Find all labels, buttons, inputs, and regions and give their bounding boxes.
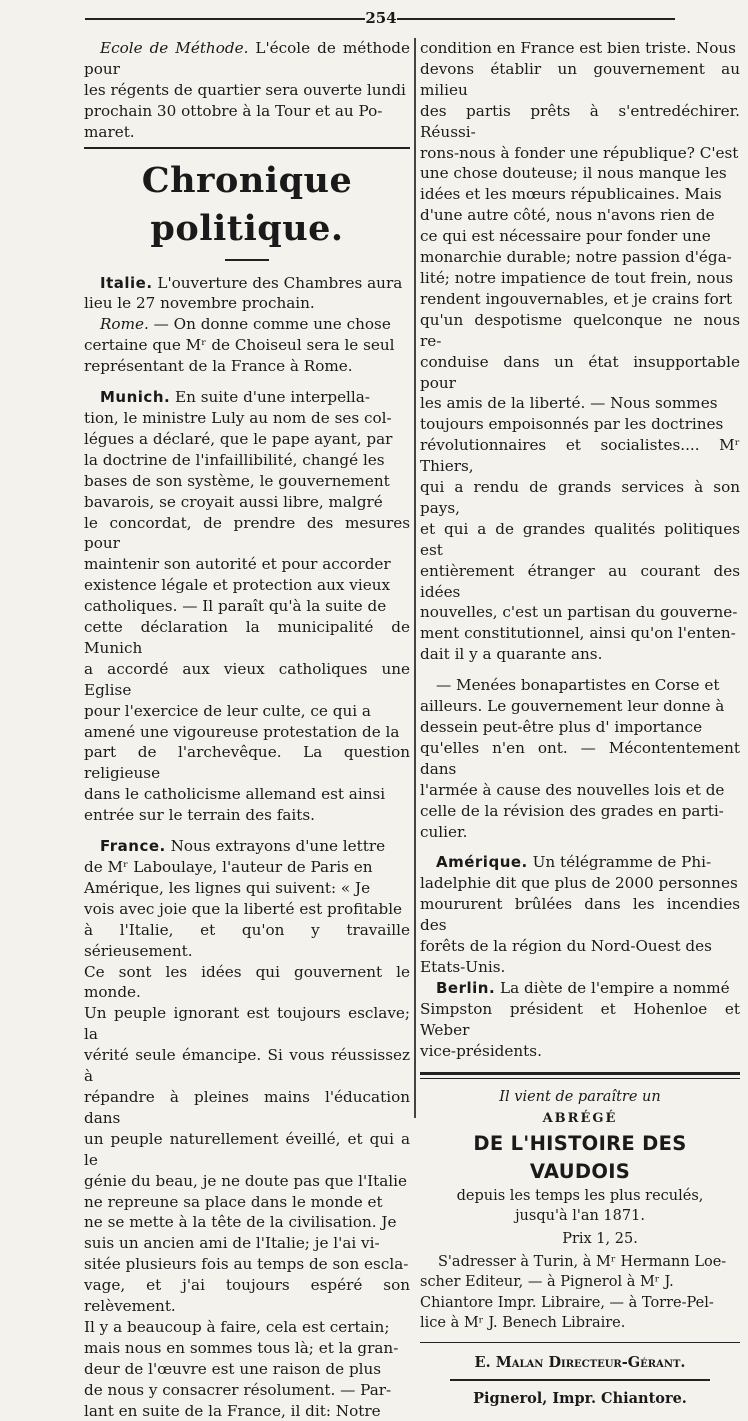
ecole-paragraph — [84, 38, 410, 80]
right-column — [420, 38, 740, 1411]
italie-heading: Italie. — [100, 273, 153, 292]
text-line: légues a déclaré, que le pape ayant, par — [84, 429, 393, 448]
text-line: ne repreune sa place dans le monde et — [84, 1192, 383, 1211]
ad-rule — [420, 1072, 740, 1079]
text-line: un peuple naturellement éveillé, et qui a le — [84, 1129, 410, 1169]
france-paragraph — [84, 857, 410, 1421]
berlin-line — [420, 978, 740, 999]
text-line: génie du beau, je ne doute pas que l'Italie — [84, 1171, 407, 1190]
left-column — [84, 38, 410, 1421]
text-line: suis un ancien ami de l'Italie; je l'ai vi- — [84, 1234, 380, 1253]
text-line: ne se mette à la tête de la civilisation. Je — [84, 1213, 397, 1232]
text-line: L'ouverture des Chambres aura — [157, 273, 403, 292]
text-line: qui a rendu de grands services à son pays, — [420, 478, 740, 517]
text-line: ailleurs. Le gouvernement leur donne à — [420, 697, 725, 716]
text-line: catholiques. — Il paraît qu'à la suite de — [84, 597, 387, 616]
text-line: amené une vigoureuse protestation de la — [84, 722, 400, 741]
text-line: vage, et j'ai toujours espéré son relèvement. — [84, 1276, 410, 1316]
column-divider — [414, 38, 416, 1118]
page-number: 254 — [365, 9, 397, 27]
rome-heading: Rome. — [100, 315, 149, 334]
amerique-paragraph — [420, 873, 740, 978]
text-line: La diète de l'empire a nommé — [500, 978, 730, 997]
text-line: nouvelles, c'est un partisan du gouverne- — [420, 603, 738, 622]
text-line: représentant de la France à Rome. — [84, 357, 353, 376]
text-line: culier. — [420, 822, 468, 841]
amerique-line — [420, 852, 740, 873]
text-line: idées et les mœurs républicaines. Mais — [420, 185, 722, 204]
text-line: des partis prêts à s'entredéchirer. Réussi- — [420, 101, 740, 141]
text-line: bases de son système, le gouvernement — [84, 471, 390, 490]
text-line: rons-nous à fonder une république? C'est — [420, 143, 739, 162]
text-line: bavarois, se croyait aussi libre, malgré — [84, 492, 383, 511]
ad-subtitle-year: jusqu'à l'an 1871. — [515, 1207, 645, 1224]
text-line: mais nous en sommes tous là; et la gran- — [84, 1338, 399, 1357]
text-line: — On donne comme une chose — [153, 315, 391, 334]
text-line: scher Editeur, — à Pignerol à Mʳ J. — [420, 1274, 674, 1290]
text-line: — Menées bonapartistes en Corse et — [436, 676, 720, 695]
text-line: Nous extrayons d'une lettre — [170, 837, 386, 856]
text-line: ladelphie dit que plus de 2000 personnes — [420, 874, 738, 893]
ad-abrege: ABRÉGÉ — [542, 1110, 618, 1126]
text-line: a accordé aux vieux catholiques une Eglise — [84, 659, 410, 699]
ad-book-title: DE L'HISTOIRE DES VAUDOIS — [473, 1131, 687, 1183]
text-line: dait il y a quarante ans. — [420, 645, 603, 664]
text-line: lité; notre impatience de tout frein, nous — [420, 268, 734, 287]
text-line: toujours empoisonnés par les doctrines — [420, 415, 724, 434]
ecole-heading: Ecole de Méthode. — [100, 39, 249, 57]
footer-rule — [420, 1342, 740, 1344]
text-line: à l'Italie, et qu'on y travaille sérieusement. — [84, 920, 410, 960]
text-line: d'une autre côté, nous n'avons rien de — [420, 206, 715, 225]
ad-intro: Il vient de paraître un — [499, 1088, 661, 1105]
text-line: dans le catholicisme allemand est ainsi — [84, 785, 386, 804]
text-line: ce qui est nécessaire pour fonder une — [420, 227, 711, 246]
text-line: forêts de la région du Nord-Ouest des — [420, 937, 712, 956]
text-line: Un télégramme de Phi- — [532, 853, 712, 872]
munich-paragraph — [84, 408, 410, 826]
section-rule — [84, 147, 410, 149]
book-advertisement — [420, 1087, 740, 1226]
text-line: pour l'exercice de leur culte, ce qui a — [84, 701, 371, 720]
text-line: rendent ingouvernables, et je crains fort — [420, 289, 733, 308]
text-line: lieu le 27 novembre prochain. — [84, 294, 315, 313]
text-line: vois avec joie que la liberté est profitable — [84, 899, 403, 918]
ecole-line: L'école de méthode pour — [84, 39, 410, 78]
ecole-line: les régents de quartier sera ouverte lundi — [84, 80, 406, 99]
rome-line — [84, 314, 410, 335]
text-line: de nous y consacrer résolument. — Par- — [84, 1380, 392, 1399]
berlin-paragraph — [420, 999, 740, 1062]
ad-price: Prix 1, 25. — [562, 1230, 638, 1247]
text-line: conduise dans un état insupportable pour — [420, 352, 740, 392]
text-line: moururent brûlées dans les incendies des — [420, 895, 740, 935]
text-line: Un peuple ignorant est toujours esclave; la — [84, 1004, 410, 1044]
text-line: certaine que Mʳ de Choiseul sera le seul — [84, 336, 395, 355]
text-line: cette déclaration la municipalité de Munich — [84, 618, 410, 657]
text-line: lant en suite de la France, il dit: Notre — [84, 1401, 381, 1420]
footer-director: E. Malan Directeur-Gérant. — [474, 1354, 686, 1371]
berlin-heading: Berlin. — [436, 978, 496, 997]
text-line: sitée plusieurs fois au temps de son escla- — [84, 1255, 409, 1274]
ad-subtitle: depuis les temps les plus reculés, — [456, 1187, 704, 1204]
bonapartistes-paragraph — [420, 675, 740, 842]
text-line: deur de l'œuvre est une raison de plus — [84, 1359, 382, 1378]
section-title: Chronique politique. — [141, 159, 353, 249]
text-line: Ce sont les idées qui gouvernent le monde. — [84, 962, 410, 1002]
text-line: entièrement étranger au courant des idées — [420, 561, 740, 601]
title-dash — [225, 259, 269, 261]
text-line: part de l'archevêque. La question religieuse — [84, 743, 410, 783]
text-line: devons établir un gouvernement au milieu — [420, 59, 740, 99]
text-line: monarchie durable; notre passion d'éga- — [420, 248, 732, 267]
munich-line — [84, 387, 410, 408]
france-line — [84, 836, 410, 857]
text-line: celle de la révision des grades en parti- — [420, 801, 724, 820]
munich-heading: Munich. — [100, 388, 171, 407]
ad-address — [420, 1252, 740, 1334]
text-line: et qui a de grandes qualités politiques est — [420, 519, 740, 559]
text-line: la doctrine de l'infaillibilité, changé les — [84, 450, 385, 469]
text-line: vice-présidents. — [420, 1041, 542, 1060]
text-line: Amérique, les lignes qui suivent: « Je — [84, 878, 371, 897]
text-line: une chose douteuse; il nous manque les — [420, 164, 727, 183]
page-header — [85, 8, 675, 28]
ecole-line: prochain 30 ottobre à la Tour et au Po- — [84, 101, 383, 120]
text-line: entrée sur le terrain des faits. — [84, 806, 315, 825]
france-heading: France. — [100, 837, 166, 856]
footer-printer: Pignerol, Impr. Chiantore. — [473, 1389, 687, 1407]
text-line: Etats-Unis. — [420, 957, 506, 976]
text-line: le concordat, de prendre des mesures pour — [84, 513, 410, 553]
text-line: qu'un despotisme quelconque ne nous re- — [420, 310, 740, 350]
text-line: Simpston président et Hohenloe et Weber — [420, 999, 740, 1039]
text-line: les amis de la liberté. — Nous sommes — [420, 394, 718, 413]
text-line: Chiantore Impr. Libraire, — à Torre-Pel- — [420, 1294, 714, 1311]
footer-rule-2 — [450, 1379, 710, 1381]
amerique-heading: Amérique. — [436, 853, 528, 872]
text-line: Il y a beaucoup à faire, cela est certain; — [84, 1317, 390, 1336]
text-line: révolutionnaires et socialistes.... Mʳ Thiers, — [420, 436, 740, 476]
text-line: En suite d'une interpella- — [175, 388, 370, 407]
italie-line — [84, 273, 410, 294]
text-line: condition en France est bien triste. Nous — [420, 39, 736, 57]
text-line: existence légale et protection aux vieux — [84, 576, 391, 595]
text-line: lice à Mʳ J. Benech Libraire. — [420, 1315, 626, 1331]
text-line: de Mʳ Laboulaye, l'auteur de Paris en — [84, 858, 373, 876]
text-line: répandre à pleines mains l'éducation dans — [84, 1087, 410, 1127]
text-line: qu'elles n'en ont. — Mécontentement dans — [420, 738, 740, 778]
header-rule-right — [397, 18, 675, 20]
text-line: tion, le ministre Luly au nom de ses col- — [84, 408, 392, 427]
text-line: S'adresser à Turin, à Mʳ Hermann Loe- — [438, 1253, 727, 1270]
text-line: maintenir son autorité et pour accorder — [84, 555, 391, 574]
header-rule-left — [85, 18, 365, 20]
text-line: ment constitutionnel, ainsi qu'on l'enten- — [420, 624, 736, 643]
text-line: dessein peut-être plus d' importance — [420, 718, 703, 736]
ecole-line: maret. — [84, 122, 135, 141]
letter-continuation — [420, 38, 740, 665]
text-line: l'armée à cause des nouvelles lois et de — [420, 780, 725, 799]
text-line: vérité seule émancipe. Si vous réussissez à — [84, 1046, 410, 1086]
